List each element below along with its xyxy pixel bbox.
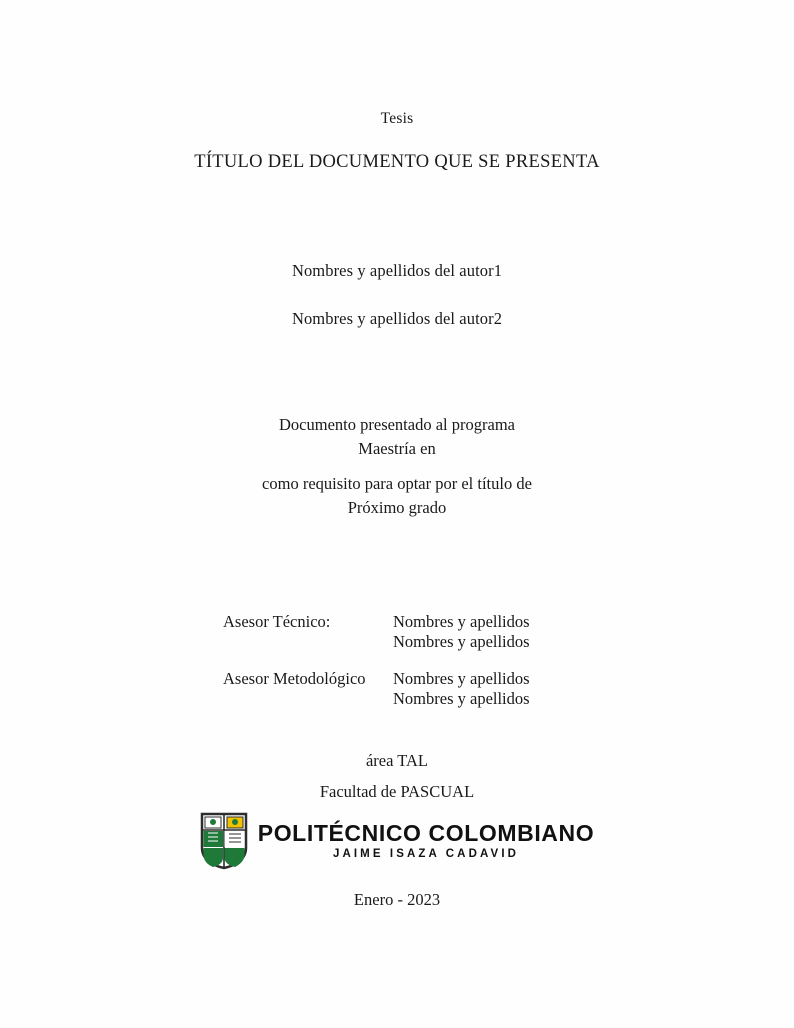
document-title: TÍTULO DEL DOCUMENTO QUE SE PRESENTA [194,152,600,172]
advisor-names [393,669,573,709]
presentation-line-3: como requisito para optar por el título de [262,474,532,493]
presentation-statement [0,413,794,520]
date-line: Enero - 2023 [353,890,441,909]
advisor-name: Nombres y apellidos [393,689,530,708]
institution-logo [0,812,794,870]
advisor-name: Nombres y apellidos [393,669,530,688]
presentation-line-1: Documento presentado al programa [279,415,515,434]
advisor-name: Nombres y apellidos [393,612,530,631]
logo-main-text: POLITÉCNICO COLOMBIANO [257,819,595,846]
advisor-name: Nombres y apellidos [393,632,530,651]
institution-shield-icon [200,812,248,870]
area-line: área TAL [365,751,429,770]
advisor-role-label: Asesor Técnico: [223,612,331,631]
advisor-names [393,612,573,652]
presentation-line-2: Maestría en [358,439,436,458]
advisor-role-label: Asesor Metodológico [223,669,366,688]
advisor-row [0,612,794,652]
advisor-row [0,669,794,709]
logo-inner [200,812,594,870]
faculty-line: Facultad de PASCUAL [319,782,475,801]
author-name: Nombres y apellidos del autor2 [291,309,503,328]
logo-text [257,819,595,861]
advisor-list [0,612,794,726]
logo-sub-text: JAIME ISAZA CADAVID [332,847,520,860]
author-name: Nombres y apellidos del autor1 [291,261,503,280]
spacer [0,461,794,472]
document-type-label: Tesis [380,110,414,127]
presentation-line-4: Próximo grado [347,498,447,517]
author-list [0,261,794,357]
